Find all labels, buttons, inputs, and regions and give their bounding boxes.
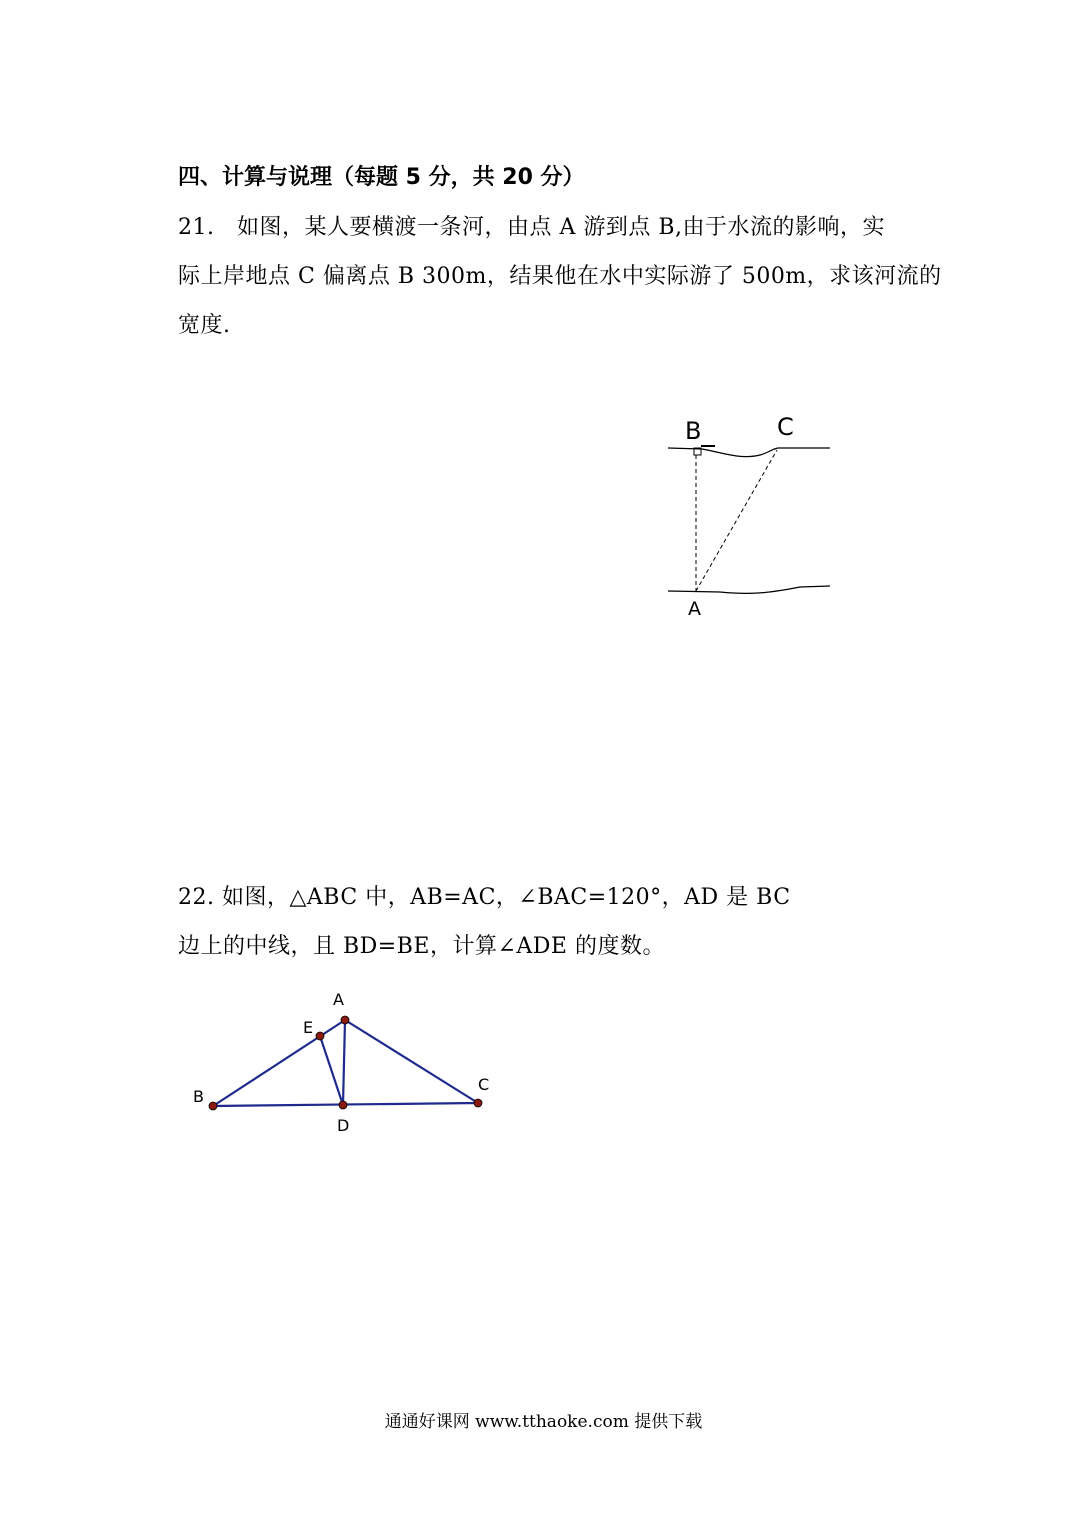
label-c: C [478, 1075, 490, 1094]
q21-line-1: 21. 如图，某人要横渡一条河，由点 A 游到点 B,由于水流的影响，实 [178, 215, 886, 240]
point-d [339, 1101, 347, 1109]
footer-credit: 通通好课网 www.tthaoke.com 提供下载 [384, 1412, 703, 1432]
segment-ed [320, 1036, 343, 1105]
segment-ac [345, 1020, 478, 1103]
segment-ad [343, 1020, 345, 1105]
q21-line-2: 际上岸地点 C 偏离点 B 300m，结果他在水中实际游了 500m，求该河流的 [178, 264, 942, 289]
point-c [474, 1099, 482, 1107]
river-bottom-bank [668, 586, 830, 593]
point-b [209, 1102, 217, 1110]
segment-ab [213, 1020, 345, 1106]
point-a [341, 1016, 349, 1024]
label-b: B [685, 417, 702, 445]
label-a: A [688, 598, 701, 620]
q21-river-figure [660, 405, 840, 630]
label-e: E [303, 1018, 314, 1037]
q21-line-3: 宽度. [178, 313, 231, 338]
segment-ac [696, 450, 777, 591]
label-b: B [193, 1087, 204, 1106]
label-c: C [777, 413, 794, 441]
q22-line-2: 边上的中线，且 BD=BE，计算∠ADE 的度数。 [178, 934, 665, 959]
river-top-bank [668, 448, 830, 457]
q22-line-1: 22. 如图，△ABC 中，AB=AC，∠BAC=120°，AD 是 BC [178, 885, 791, 910]
section-title: 四、计算与说理（每题 5 分，共 20 分） [178, 165, 585, 190]
label-d: D [337, 1116, 350, 1135]
point-e [316, 1032, 324, 1040]
label-a: A [333, 990, 344, 1009]
q22-triangle-figure [180, 985, 510, 1140]
